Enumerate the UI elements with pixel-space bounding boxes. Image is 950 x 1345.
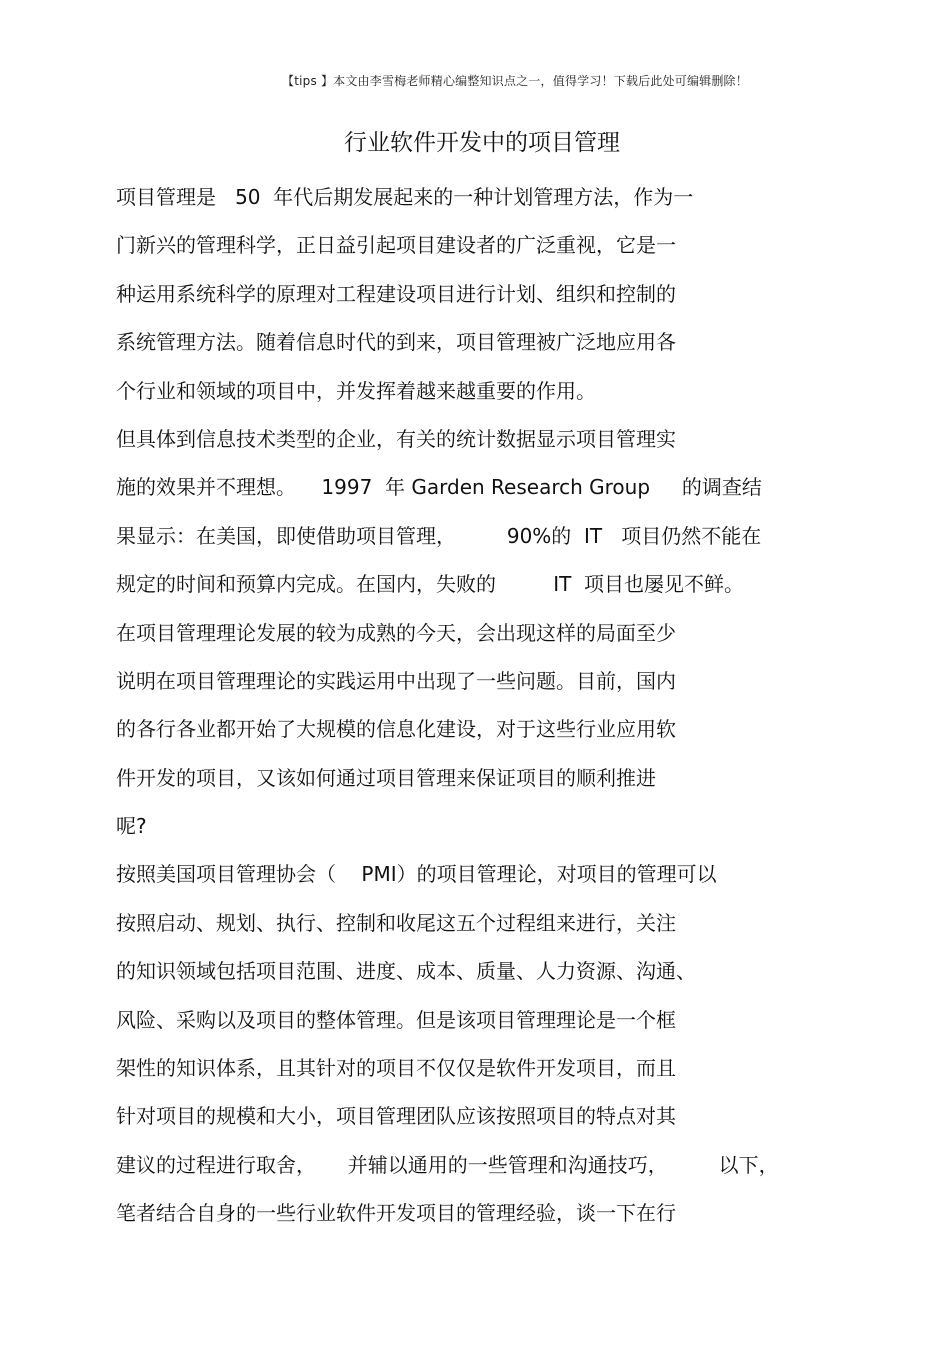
text-line: 果显示：在美国，即使借助项目管理， 90%的 IT 项目仍然不能在 <box>116 523 762 548</box>
text-line: 笔者结合自身的一些行业软件开发项目的管理经验，谈一下在行 <box>116 1201 676 1226</box>
document-body <box>116 180 876 1245</box>
text-line: 架性的知识体系，且其针对的项目不仅仅是软件开发项目，而且 <box>116 1056 676 1081</box>
text-line: 建议的过程进行取舍， 并辅以通用的一些管理和沟通技巧， 以下， <box>116 1152 779 1177</box>
text-line: 项目管理是 50 年代后期发展起来的一种计划管理方法，作为一 <box>116 185 694 209</box>
text-line: 系统管理方法。随着信息时代的到来，项目管理被广泛地应用各 <box>116 330 676 355</box>
text-line: 风险、采购以及项目的整体管理。但是该项目管理理论是一个框 <box>116 1007 676 1032</box>
text-line: 的知识领域包括项目范围、进度、成本、质量、人力资源、沟通、 <box>116 959 696 984</box>
text-line: 在项目管理理论发展的较为成熟的今天，会出现这样的局面至少 <box>116 620 676 645</box>
text-line: 呢? <box>116 814 147 839</box>
text-line: 件开发的项目，又该如何通过项目管理来保证项目的顺利推进 <box>116 765 656 790</box>
tips-header: 【tips 】本文由李雪梅老师精心编整知识点之一，值得学习！下载后此处可编辑删除！ <box>282 74 748 88</box>
text-line: 的各行各业都开始了大规模的信息化建设，对于这些行业应用软 <box>116 717 676 742</box>
text-line: 按照美国项目管理协会（ PMI）的项目管理论，对项目的管理可以 <box>116 862 717 887</box>
text-line: 针对项目的规模和大小，项目管理团队应该按照项目的特点对其 <box>116 1104 676 1129</box>
text-line: 但具体到信息技术类型的企业，有关的统计数据显示项目管理实 <box>116 426 676 451</box>
text-line: 按照启动、规划、执行、控制和收尾这五个过程组来进行，关注 <box>116 910 676 935</box>
text-line: 规定的时间和预算内完成。在国内，失败的 IT 项目也屡见不鲜。 <box>116 572 745 597</box>
text-line: 施的效果并不理想。 1997 年 Garden Research Group 的调查结 <box>116 475 762 500</box>
text-line: 说明在项目管理理论的实践运用中出现了一些问题。目前，国内 <box>116 668 676 693</box>
text-line: 门新兴的管理科学，正日益引起项目建设者的广泛重视，它是一 <box>116 233 676 258</box>
text-line: 种运用系统科学的原理对工程建设项目进行计划、组织和控制的 <box>116 281 676 306</box>
document-title: 行业软件开发中的项目管理 <box>344 130 620 156</box>
text-line: 个行业和领域的项目中，并发挥着越来越重要的作用。 <box>116 378 596 403</box>
